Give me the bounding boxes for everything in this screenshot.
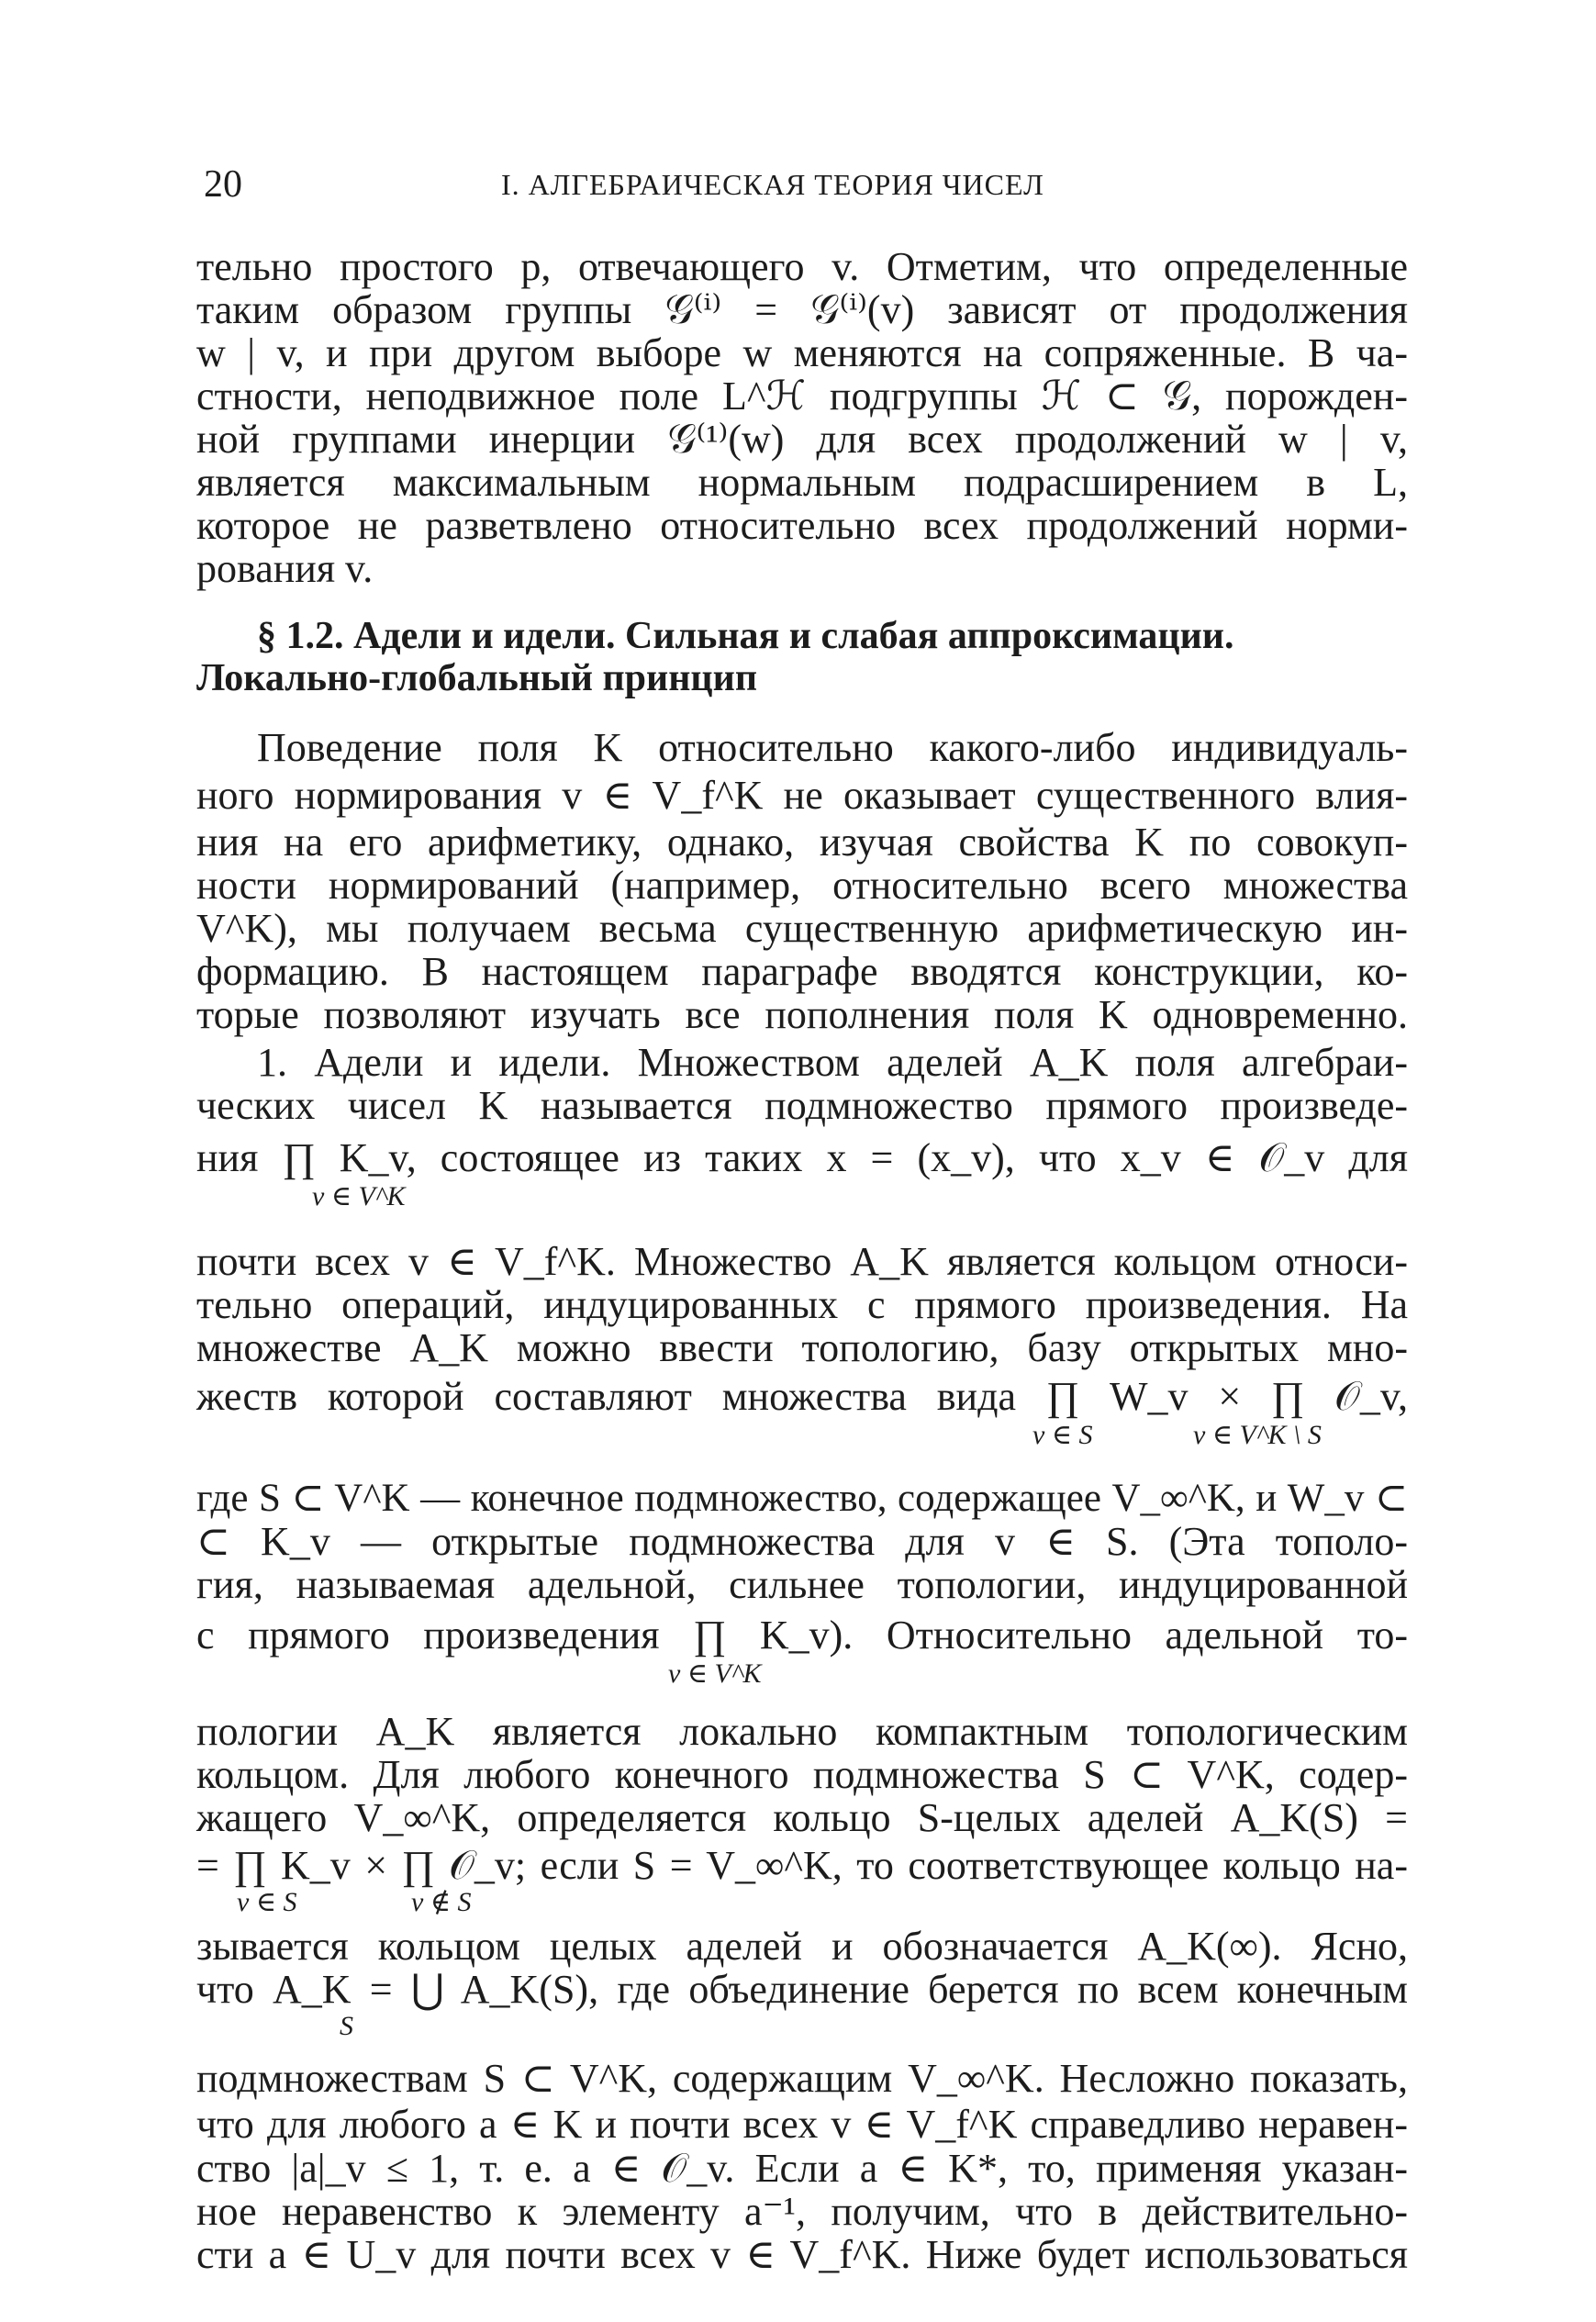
product-subscript: v ∈ S (237, 1887, 297, 1917)
section-heading: Локально-глобальный принцип (196, 657, 758, 699)
text-line: сти a ∈ U_v для почти всех v ∈ V_f^K. Ниже будет использоваться (196, 2232, 1408, 2277)
text-line: жеств которой составляют множества вида ∏ W_v × ∏ 𝒪_v, (196, 1374, 1408, 1419)
text-line: 1. Адели и идели. Множеством аделей A_K поля алгебраи- (257, 1040, 1408, 1085)
text-line: рования v. (196, 546, 374, 591)
text-line: гия, называемая адельной, сильнее топологии, индуцированной (196, 1562, 1408, 1607)
text-line: что A_K = ⋃ A_K(S), где объединение берется по всем конечным (196, 1967, 1408, 2012)
text-line: кольцом. Для любого конечного подмножества S ⊂ V^K, содер- (196, 1752, 1408, 1797)
text-line: ного нормирования v ∈ V_f^K не оказывает существенного влия- (196, 773, 1408, 818)
text-line: которое не разветвлено относительно всех продолжений норми- (196, 503, 1408, 548)
text-line: таким образом группы 𝒢⁽ⁱ⁾ = 𝒢⁽ⁱ⁾(v) зависят от продолжения (196, 287, 1408, 332)
text-line: жащего V_∞^K, определяется кольцо S-целых аделей A_K(S) = (196, 1795, 1408, 1840)
text-line: стности, неподвижное поле L^ℋ подгруппы ℋ ⊂ 𝒢, порожден- (196, 374, 1408, 419)
text-line: ния ∏ K_v, состоящее из таких x = (x_v), что x_v ∈ 𝒪_v для (196, 1135, 1408, 1180)
text-line: является максимальным нормальным подрасширением в L, (196, 460, 1408, 505)
text-line: почти всех v ∈ V_f^K. Множество A_K является кольцом относи- (196, 1239, 1408, 1284)
text-line: ческих чисел K называется подмножество прямого произведе- (196, 1083, 1408, 1128)
text-line: пологии A_K является локально компактным топологическим (196, 1709, 1408, 1754)
text-line: формацию. В настоящем параграфе вводятся конструкции, ко- (196, 949, 1408, 994)
text-line: ности нормирований (например, относительно всего множества (196, 863, 1408, 908)
running-head: I. АЛГЕБРАИЧЕСКАЯ ТЕОРИЯ ЧИСЕЛ (501, 168, 1044, 201)
product-subscript: v ∈ S (1032, 1420, 1093, 1450)
text-line: зывается кольцом целых аделей и обозначается A_K(∞). Ясно, (196, 1924, 1408, 1969)
section-heading: § 1.2. Адели и идели. Сильная и слабая аппроксимации. (257, 615, 1234, 657)
text-line: тельно простого p, отвечающего v. Отметим, что определенные (196, 244, 1408, 289)
page-number: 20 (204, 163, 242, 206)
product-subscript: v ∈ V^K \ S (1193, 1420, 1322, 1450)
text-line: с прямого произведения ∏ K_v). Относительно адельной то- (196, 1613, 1408, 1658)
product-subscript: v ∈ V^K (668, 1658, 762, 1689)
text-line: w | v, и при другом выборе w меняются на сопряженные. В ча- (196, 330, 1408, 375)
text-line: V^K), мы получаем весьма существенную арифметическую ин- (196, 906, 1408, 951)
text-line: ⊂ K_v — открытые подмножества для v ∈ S. (Эта тополо- (196, 1519, 1408, 1564)
union-subscript: S (340, 2011, 353, 2041)
product-subscript: v ∉ S (411, 1887, 472, 1917)
text-line: множестве A_K можно ввести топологию, базу открытых мно- (196, 1325, 1408, 1370)
text-line: ное неравенство к элементу a⁻¹, получим, что в действительно- (196, 2189, 1408, 2234)
text-line: тельно операций, индуцированных с прямого произведения. На (196, 1282, 1408, 1327)
product-subscript: v ∈ V^K (312, 1181, 406, 1211)
text-line: Поведение поля K относительно какого-либо индивидуаль- (257, 725, 1408, 770)
text-line: ной группами инерции 𝒢⁽¹⁾(w) для всех продолжений w | v, (196, 417, 1408, 462)
text-line: ния на его арифметику, однако, изучая свойства K по совокуп- (196, 820, 1408, 865)
text-line: что для любого a ∈ K и почти всех v ∈ V_f^K справедливо неравен- (196, 2102, 1408, 2147)
text-line: = ∏ K_v × ∏ 𝒪_v; если S = V_∞^K, то соответствующее кольцо на- (196, 1843, 1408, 1888)
text-line: подмножествам S ⊂ V^K, содержащим V_∞^K. Несложно показать, (196, 2056, 1408, 2101)
text-line: торые позволяют изучать все пополнения поля K одновременно. (196, 992, 1408, 1037)
text-line: ство |a|_v ≤ 1, т. е. a ∈ 𝒪_v. Если a ∈ K*, то, применяя указан- (196, 2146, 1408, 2191)
text-line: где S ⊂ V^K — конечное подмножество, содержащее V_∞^K, и W_v ⊂ (196, 1477, 1408, 1520)
